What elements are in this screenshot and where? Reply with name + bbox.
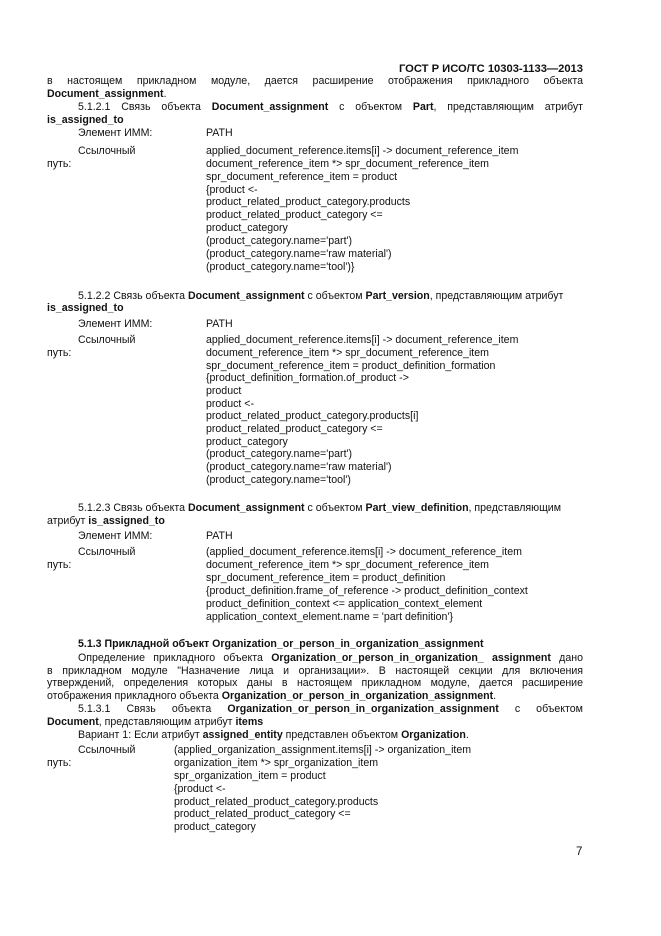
attribute-name: is_assigned_to: [88, 515, 165, 527]
word: Связь: [121, 101, 151, 113]
word: атрибут: [544, 101, 584, 113]
heading-lead: 5.1.2.3 Связь объекта: [78, 502, 186, 514]
object-name: Organization: [401, 729, 466, 741]
target-object: Part_view_definition: [365, 502, 469, 514]
s4-ref-label: Ссылочный: [78, 744, 136, 756]
attribute-name: items: [235, 716, 264, 728]
s3-heading: [78, 502, 561, 515]
s1-path-8: (product_category.name='raw material'): [206, 248, 392, 260]
object-name: Document_assignment: [188, 290, 305, 302]
punct: .: [163, 88, 167, 100]
s4-definition-4: [47, 690, 496, 703]
heading-lead: 5.1.2.2 Связь объекта: [78, 290, 186, 302]
word: с: [339, 101, 345, 113]
heading-tail: , представляющим: [468, 502, 561, 514]
s3-aim-value: PATH: [206, 530, 233, 542]
heading-mid: с объектом: [307, 290, 363, 302]
s3-path-3: {product_definition.frame_of_reference -> product_definition_context: [206, 585, 528, 597]
s1-heading: 5.1.2.1 Связь объекта Document_assignment с объектом Part, представляющим атрибут: [78, 101, 584, 113]
s2-aim-label: Элемент ИММ:: [78, 318, 153, 330]
word: объектом: [536, 703, 583, 715]
s1-path-5: product_related_product_category <=: [206, 209, 383, 221]
s1-path-6: product_category: [206, 222, 288, 234]
s3-ref-label: Ссылочный: [78, 546, 136, 558]
clause-number: 5.1.2.1: [78, 101, 111, 113]
punct: .: [465, 729, 469, 741]
heading-number: 5.1.3 Прикладной объект: [78, 638, 210, 650]
text: Вариант 1: Если атрибут: [78, 729, 200, 741]
s2-path-4: product: [206, 385, 242, 397]
s1-aim-label: Элемент ИММ:: [78, 127, 153, 139]
s1-aim-value: PATH: [206, 127, 233, 139]
target-object: Part_version: [365, 290, 430, 302]
s2-path-7: product_related_product_category <=: [206, 423, 383, 435]
s3-path-0: (applied_document_reference.items[i] -> document_reference_item: [206, 546, 522, 558]
s4-path-6: product_category: [174, 821, 256, 833]
object-name: Organization_or_person_in_organization_assignment: [221, 690, 494, 702]
s4-relation-heading: [78, 703, 583, 716]
word: Связь: [126, 703, 156, 715]
word: объектом: [355, 101, 403, 113]
object-name: Document_assignment: [211, 101, 329, 113]
s3-path-5: application_context_element.name = 'part definition'}: [206, 611, 453, 623]
s1-ref-label-2: путь:: [47, 158, 72, 170]
s1-path-2: spr_document_reference_item = product: [206, 171, 398, 183]
s3-attribute: [47, 515, 165, 528]
s4-ref-label-2: путь:: [47, 757, 72, 769]
word: объекта: [161, 101, 201, 113]
s4-path-0: (applied_organization_assignment.items[i] -> organization_item: [174, 744, 472, 756]
s2-attribute: is_assigned_to: [47, 302, 124, 314]
s4-relation-line-2: [47, 716, 263, 729]
s4-variant: [78, 729, 469, 742]
clause-number: 5.1.3.1: [78, 703, 111, 715]
s1-path-4: product_related_product_category.products: [206, 196, 411, 208]
s2-path-9: (product_category.name='part'): [206, 448, 353, 460]
object-name: Document_assignment: [47, 88, 164, 100]
s4-definition-1: [78, 652, 583, 665]
word: с: [514, 703, 521, 715]
s4-heading: [78, 638, 484, 651]
target-object: Part: [412, 101, 434, 113]
s2-aim-value: PATH: [206, 318, 233, 330]
s3-ref-label-2: путь:: [47, 559, 72, 571]
s4-definition-3: утверждений, определения которых даны в настоящем прикладном модуле, дается расширение: [47, 677, 583, 689]
page-number: 7: [576, 846, 583, 858]
s3-path-1: document_reference_item *> spr_document_reference_item: [206, 559, 489, 571]
s1-attribute: is_assigned_to: [47, 114, 124, 126]
s2-path-0: applied_document_reference.items[i] -> document_reference_item: [206, 334, 519, 346]
intro-line-1: в настоящем прикладном модуле, дается расширение отображения прикладного объекта: [47, 75, 583, 87]
s1-path-3: {product <-: [206, 184, 258, 196]
document-header: ГОСТ Р ИСО/ТС 10303-1133—2013: [398, 63, 583, 75]
s3-path-4: product_definition_context <= application_context_element: [206, 598, 483, 610]
s2-path-10: (product_category.name='raw material'): [206, 461, 392, 473]
text: , представляющим атрибут: [98, 716, 233, 728]
s2-path-1: document_reference_item *> spr_document_reference_item: [206, 347, 489, 359]
attr-prefix: атрибут: [47, 515, 86, 527]
s4-path-4: product_related_product_category.products: [174, 796, 379, 808]
object-name: Organization_or_person_in_organization_assignment: [212, 638, 484, 650]
object-name: Organization_or_person_in_organization_assignment: [227, 703, 499, 715]
s1-ref-label: Ссылочный: [78, 145, 136, 157]
target-object: Document: [47, 716, 99, 728]
s1-path-1: document_reference_item *> spr_document_reference_item: [206, 158, 489, 170]
word: представляющим: [447, 101, 534, 113]
object-name: Document_assignment: [188, 502, 305, 514]
s4-path-3: {product <-: [174, 783, 226, 795]
s1-path-0: applied_document_reference.items[i] -> document_reference_item: [206, 145, 519, 157]
text: отображения прикладного объекта: [47, 690, 219, 702]
word: объекта: [171, 703, 212, 715]
punct: .: [493, 690, 497, 702]
s1-path-7: (product_category.name='part'): [206, 235, 353, 247]
attribute-name: assigned_entity: [202, 729, 283, 741]
s2-path-6: product_related_product_category.products[i]: [206, 410, 419, 422]
s3-path-2: spr_document_reference_item = product_definition: [206, 572, 446, 584]
s2-path-11: (product_category.name='tool'): [206, 474, 351, 486]
s2-ref-label: Ссылочный: [78, 334, 136, 346]
s2-ref-label-2: путь:: [47, 347, 72, 359]
s1-path-9: (product_category.name='tool')}: [206, 261, 355, 273]
text: Определение прикладного объекта: [78, 652, 263, 664]
s4-definition-2: в прикладном модуле "Назначение лица и организации». В настоящей секции для включения: [47, 665, 583, 677]
s4-path-5: product_related_product_category <=: [174, 808, 351, 820]
s2-path-8: product_category: [206, 436, 288, 448]
s2-path-3: {product_definition_formation.of_product ->: [206, 372, 409, 384]
s4-path-2: spr_organization_item = product: [174, 770, 326, 782]
s4-path-1: organization_item *> spr_organization_item: [174, 757, 379, 769]
object-name: Organization_or_person_in_organization_ assignment: [271, 652, 551, 664]
s2-path-5: product <-: [206, 398, 254, 410]
text: дано: [559, 652, 583, 664]
s2-heading: [78, 290, 563, 303]
s3-aim-label: Элемент ИММ:: [78, 530, 153, 542]
text: представлен объектом: [285, 729, 399, 741]
intro-line-2: [47, 88, 167, 101]
heading-mid: с объектом: [307, 502, 363, 514]
heading-tail: , представляющим атрибут: [429, 290, 564, 302]
s2-path-2: spr_document_reference_item = product_definition_formation: [206, 360, 496, 372]
